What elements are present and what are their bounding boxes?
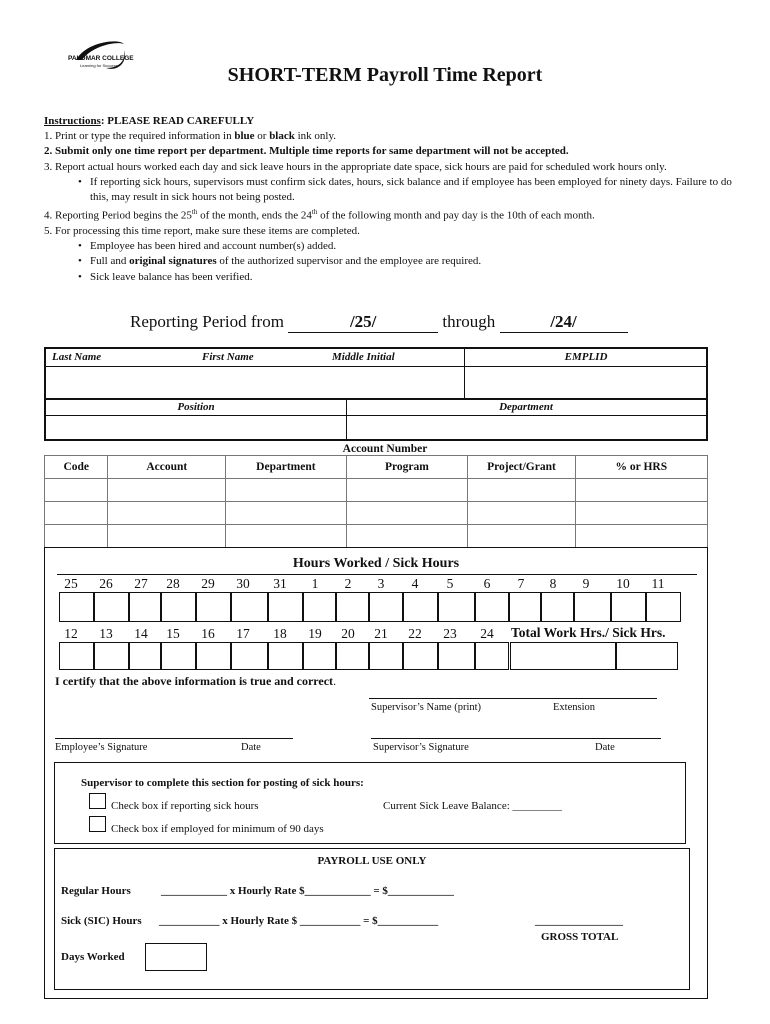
day-cell[interactable] (369, 592, 403, 622)
day-label-14: 14 (134, 626, 148, 641)
total-sick-hours-field[interactable] (616, 642, 678, 670)
day-label-20: 20 (341, 626, 355, 641)
instruction-3-bullet: • If reporting sick hours, supervisors must confirm sick dates, hours, sick balance and if employee has been employed for ninety days. Failure to do this, may result in sick hours not being posted. (78, 175, 732, 204)
certify-statement: I certify that the above information is true and correct. (55, 674, 337, 688)
day-cell[interactable] (129, 642, 161, 670)
day-cell[interactable] (303, 642, 336, 670)
period-from-field[interactable]: /25/ (288, 312, 438, 333)
day-cell[interactable] (94, 642, 129, 670)
table-row (45, 525, 708, 548)
day-label-19: 19 (308, 626, 322, 641)
supervisor-name-input[interactable] (369, 686, 657, 698)
day-label-23: 23 (443, 626, 457, 641)
instruction-4: 4. Reporting Period begins the 25th of the month, ends the 24th of the following month and pay day is the 10th of each month. (44, 208, 595, 222)
day-label-12: 12 (64, 626, 78, 641)
first-name-label: First Name (202, 351, 254, 363)
payroll-heading: PAYROLL USE ONLY (317, 855, 427, 867)
day-label-8: 8 (549, 576, 557, 591)
logo-tagline: Learning for Success (80, 63, 118, 68)
day-label-1: 1 (311, 576, 319, 591)
col-project-grant: Project/Grant (468, 456, 575, 479)
day-cell[interactable] (268, 642, 303, 670)
last-name-label: Last Name (52, 351, 102, 363)
page-title: SHORT-TERM Payroll Time Report (227, 64, 543, 86)
supervisor-section (54, 762, 686, 844)
through-label: through (442, 312, 496, 331)
day-label-4: 4 (411, 576, 419, 591)
day-label-31: 31 (273, 576, 287, 591)
day-label-2: 2 (344, 576, 352, 591)
day-cell[interactable] (403, 592, 438, 622)
day-label-13: 13 (99, 626, 113, 641)
extension-label: Extension (553, 702, 595, 713)
instruction-1: 1. Print or type the required information in blue or black ink only. (44, 130, 337, 143)
regular-hours-calc[interactable]: ____________ x Hourly Rate $____________ = $____________ (161, 885, 454, 897)
supervisor-name-label: Supervisor’s Name (print) (371, 702, 482, 713)
day-cell[interactable] (438, 592, 475, 622)
period-through-field[interactable]: /24/ (500, 312, 628, 333)
account-number-label: Account Number (342, 443, 428, 455)
supervisor-section-heading: Supervisor to complete this section for posting of sick hours: (81, 777, 364, 789)
day-cell[interactable] (129, 592, 161, 622)
instruction-5-bullet-1: • Employee has been hired and account number(s) added. (78, 240, 337, 253)
ninety-days-checkbox-label: Check box if employed for minimum of 90 days (111, 823, 324, 835)
instruction-5: 5. For processing this time report, make sure these items are completed. (44, 225, 360, 238)
day-label-25: 25 (64, 576, 78, 591)
day-label-24: 24 (480, 626, 494, 641)
department-label: Department (499, 401, 553, 413)
employee-signature-label: Employee’s Signature (55, 742, 148, 753)
day-label-7: 7 (517, 576, 525, 591)
day-cell[interactable] (161, 642, 196, 670)
col-department: Department (226, 456, 346, 479)
days-worked-label: Days Worked (61, 951, 125, 963)
day-cell[interactable] (509, 592, 541, 622)
supervisor-date-label: Date (595, 742, 615, 753)
day-cell[interactable] (611, 592, 646, 622)
instruction-5-bullet-3: • Sick leave balance has been verified. (78, 270, 253, 283)
day-label-10: 10 (616, 576, 630, 591)
position-input[interactable] (46, 416, 345, 440)
day-label-15: 15 (166, 626, 180, 641)
day-cell[interactable] (94, 592, 129, 622)
table-row (45, 502, 708, 525)
gross-total-label: GROSS TOTAL (541, 931, 619, 943)
name-input[interactable] (46, 367, 463, 397)
day-label-11: 11 (651, 576, 665, 591)
col-code: Code (45, 456, 108, 479)
day-cell[interactable] (574, 592, 611, 622)
day-cell[interactable] (161, 592, 196, 622)
day-cell[interactable] (268, 592, 303, 622)
day-cell[interactable] (403, 642, 438, 670)
reporting-period (130, 312, 628, 333)
day-label-6: 6 (483, 576, 491, 591)
day-cell[interactable] (646, 592, 681, 622)
day-label-5: 5 (446, 576, 454, 591)
instruction-3: 3. Report actual hours worked each day and sick leave hours in the appropriate date space, sick hours are paid for scheduled work hours only. (44, 160, 667, 173)
day-cell[interactable] (59, 592, 94, 622)
gross-total-field[interactable]: ________________ (535, 915, 623, 927)
col-account: Account (108, 456, 226, 479)
supervisor-signature-label: Supervisor’s Signature (373, 742, 469, 753)
sick-leave-balance-field[interactable]: Current Sick Leave Balance: _________ (383, 800, 563, 812)
position-label: Position (177, 401, 215, 413)
day-cell[interactable] (231, 592, 268, 622)
day-cell[interactable] (231, 642, 268, 670)
day-label-27: 27 (134, 576, 148, 591)
emplid-label: EMPLID (564, 351, 608, 363)
sick-hours-label: Sick (SIC) Hours (61, 915, 142, 927)
middle-initial-label: Middle Initial (332, 351, 395, 363)
logo-text: PALOMAR COLLEGE (68, 55, 134, 62)
instruction-2: 2. Submit only one time report per department. Multiple time reports for same department will not be accepted. (44, 145, 569, 158)
supervisor-signature-field[interactable] (371, 724, 661, 738)
day-label-26: 26 (99, 576, 113, 591)
col-pct-hrs: % or HRS (575, 456, 707, 479)
day-cell[interactable] (475, 592, 509, 622)
employee-signature-field[interactable] (55, 724, 293, 738)
regular-hours-label: Regular Hours (61, 885, 131, 897)
day-cell[interactable] (438, 642, 475, 670)
account-table (44, 455, 708, 548)
day-label-30: 30 (236, 576, 250, 591)
day-label-18: 18 (273, 626, 287, 641)
day-cell[interactable] (196, 592, 231, 622)
day-label-22: 22 (408, 626, 422, 641)
day-label-28: 28 (166, 576, 180, 591)
day-cell[interactable] (196, 642, 231, 670)
days-worked-field[interactable] (145, 943, 207, 971)
day-cell[interactable] (369, 642, 403, 670)
day-label-17: 17 (236, 626, 250, 641)
instruction-5-bullet-2: • Full and original signatures of the authorized supervisor and the employee are required. (78, 255, 482, 268)
table-row (45, 479, 708, 502)
hours-title: Hours Worked / Sick Hours (292, 556, 460, 571)
day-cell[interactable] (59, 642, 94, 670)
day-cell[interactable] (336, 592, 369, 622)
employee-date-label: Date (241, 742, 261, 753)
account-header-row (45, 456, 708, 479)
sick-hours-checkbox[interactable] (89, 793, 106, 809)
instructions-heading: Instructions: PLEASE READ CAREFULLY (44, 115, 255, 127)
day-label-21: 21 (374, 626, 388, 641)
department-input[interactable] (347, 416, 706, 440)
sick-hours-checkbox-label: Check box if reporting sick hours (111, 800, 259, 812)
total-hours-label: Total Work Hrs./ Sick Hrs. (511, 625, 666, 640)
emplid-input[interactable] (465, 367, 706, 397)
sick-hours-calc[interactable]: ___________ x Hourly Rate $ ___________ = $___________ (159, 915, 439, 927)
day-cell[interactable] (541, 592, 574, 622)
day-label-29: 29 (201, 576, 215, 591)
instructions (44, 114, 744, 285)
day-label-9: 9 (582, 576, 590, 591)
day-label-16: 16 (201, 626, 215, 641)
day-cell[interactable] (336, 642, 369, 670)
employee-info-box (44, 347, 708, 441)
day-label-3: 3 (377, 576, 385, 591)
ninety-days-checkbox[interactable] (89, 816, 106, 832)
payroll-section (54, 848, 690, 990)
col-program: Program (346, 456, 468, 479)
total-work-hours-field[interactable] (510, 642, 616, 670)
day-cell[interactable] (475, 642, 509, 670)
day-cell[interactable] (303, 592, 336, 622)
reporting-period-label: Reporting Period from (130, 312, 284, 331)
